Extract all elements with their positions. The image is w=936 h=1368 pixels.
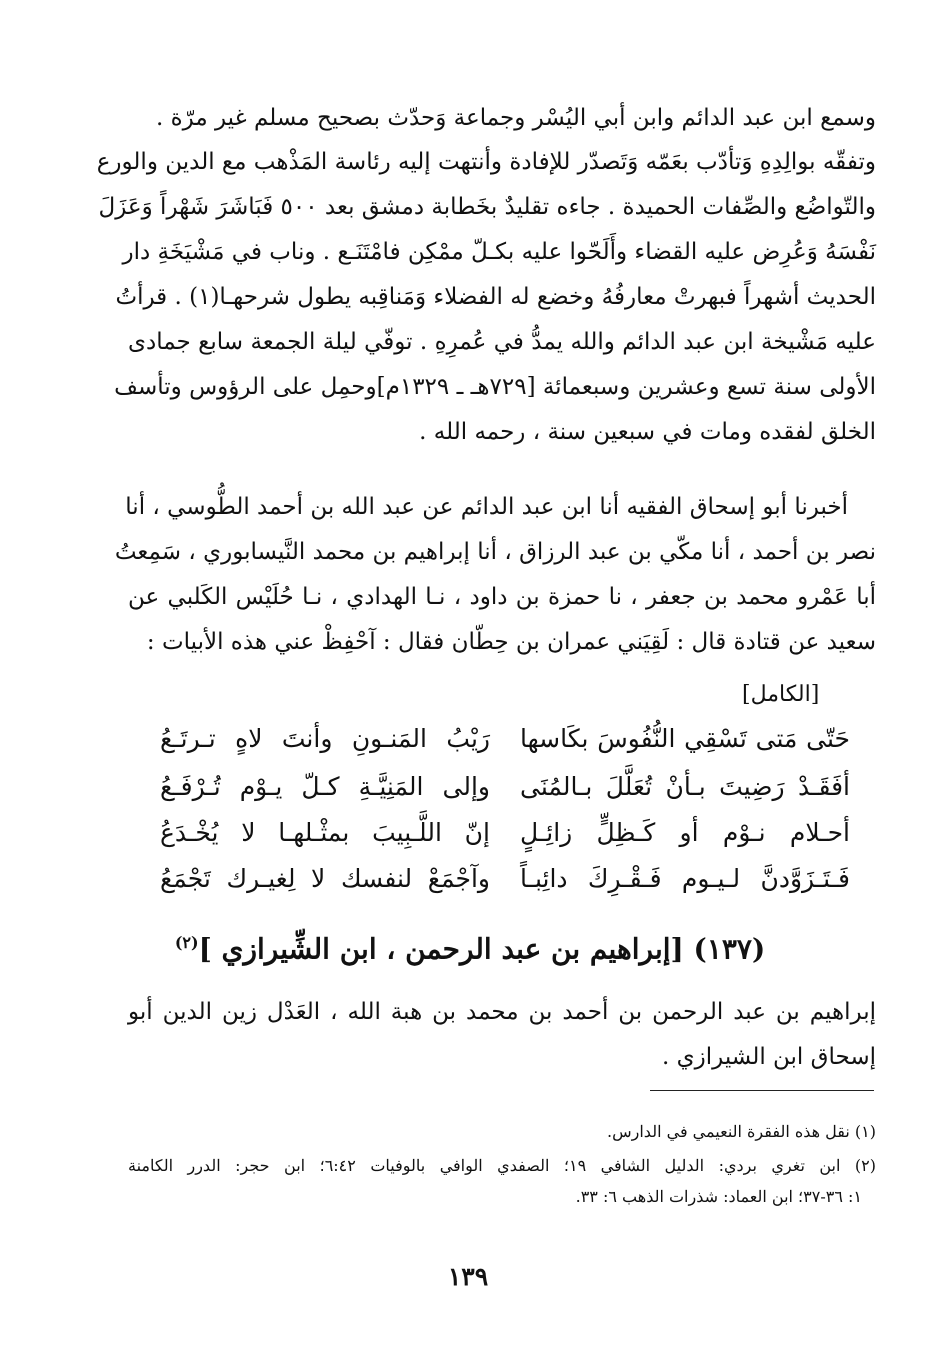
verse-first-hemistich: فَـتَـزَوَّدنَّ لـيـوم فَـقْـرِكَ دائِبـاً: [520, 864, 850, 893]
text-line: وسمع ابن عبد الدائم وابن أبي اليُسْر وجماعة وَحدّث بصحيح مسلم غير مرّة .: [156, 105, 876, 131]
text-line: وتفقّه بوالِدِهِ وَتأدّب بعَمّه وَتَصدّر للإفادة وأنتهت إليه رئاسة المَذْهب مع الدين والورع: [96, 149, 876, 175]
text-line: أبا عَمْرو محمد بن جعفر ، نا حمزة بن داود ، نـا الهدادي ، نـا حُلَيْس الكَلبي عن: [128, 584, 876, 610]
text-line: إسحاق ابن الشيرازي .: [662, 1044, 876, 1070]
footnote-reference: (٢): [174, 933, 199, 952]
verse-first-hemistich: أفَقَـدْ رَضِيتَ بـأنْ تُعَلَّلَ بـالمُنَى: [520, 772, 850, 801]
poem-meter: [الكامل]: [742, 682, 820, 707]
verse-second-hemistich: وإلى المَنِيَّـةِ كـلّ يـوْم تُـرْفَـعُ: [160, 772, 490, 801]
verse-first-hemistich: أحـلام نـوْم أو كَـظِلٍّ زائِـلٍ: [520, 818, 850, 847]
verse-second-hemistich: وآجْمَعْ لنفسك لا لِغيـرك تَجْمَعُ: [160, 864, 490, 893]
footnote: (٢) ابن تغري بردي: الدليل الشافي ١٩؛ الصفدي الوافي بالوفيات ٦:٤٢؛ ابن حجر: الدرر الكامنة: [128, 1156, 877, 1175]
text-line: الأولى سنة تسع وعشرين وسبعمائة [٧٢٩هـ ـ ١٣٢٩م]وحمِل على الرؤوس وتأسف: [114, 374, 876, 400]
footnote-continuation: ١: ٣٦-٣٧؛ ابن العماد: شذرات الذهب ٦: ٣٣.: [575, 1187, 862, 1206]
text-line: أخبرنا أبو إسحاق الفقيه أنا ابن عبد الدائم عن عبد الله بن أحمد الطُّوسي ، أنا: [125, 494, 848, 520]
page-number: ١٣٩: [447, 1262, 489, 1291]
text-line: نَفْسَهُ وَعُرِض عليه القضاء وأَلَحّوا عليه بكـلّ ممْكِن فامْتَنَـع . وناب في مَشْيَخَةِ دار: [122, 239, 876, 265]
footnote-separator: [650, 1090, 874, 1091]
text-line: سعيد عن قتادة قال : لَقِيَني عمران بن حِطّان فقال : آحْفِظْ عني هذه الأبيات :: [146, 629, 876, 655]
verse-second-hemistich: رَيْبُ المَنـونِ وأنتَ لاهٍ تـرتَـعُ: [160, 724, 490, 753]
text-line: نصر بن أحمد ، أنا مكّي بن عبد الرزاق ، أنا إبراهيم بن محمد النَّيسابوري ، سَمِعتُ: [114, 539, 876, 565]
verse: [160, 856, 850, 902]
text-line: الخلق لفقده ومات في سبعين سنة ، رحمه الله .: [419, 419, 876, 445]
text-line: والتّواضُع والصِّفات الحميدة . جاءه تقليدٌ بخَطابة دمشق بعد ٥٠٠ فَبَاشَرَ شَهْراً وَعَزَلَ: [98, 194, 876, 220]
verse-first-hemistich: حَتّى مَتى تَسْقِي النُّفُوسَ بكَاسها: [520, 724, 850, 753]
footnote: (١) نقل هذه الفقرة النعيمي في الدارس.: [607, 1122, 876, 1141]
verse: [160, 810, 850, 856]
verse: [160, 716, 850, 762]
entry-heading-text: (١٣٧) [إبراهيم بن عبد الرحمن ، ابن الشِّيرازي ]: [198, 932, 766, 966]
verse: [160, 764, 850, 810]
verse-second-hemistich: إنّ اللَّـبِيبَ بمثْـلهـا لا يُخْـدَعُ: [160, 818, 490, 847]
text-line: إبراهيم بن عبد الرحمن بن أحمد بن محمد بن هبة الله ، العَدْل زين الدين أبو: [128, 999, 876, 1025]
text-line: عليه مَشْيخة ابن عبد الدائم والله يمدُّ في عُمرِهِ . توفّي ليلة الجمعة سابع جمادى: [128, 329, 876, 355]
entry-heading: [170, 918, 770, 974]
text-line: الحديث أشهراً فبهرتْ معارفُهُ وخضع له الفضلاء وَمَناقِبه يطول شرحهـا(١) . قرأتُ: [115, 284, 876, 310]
